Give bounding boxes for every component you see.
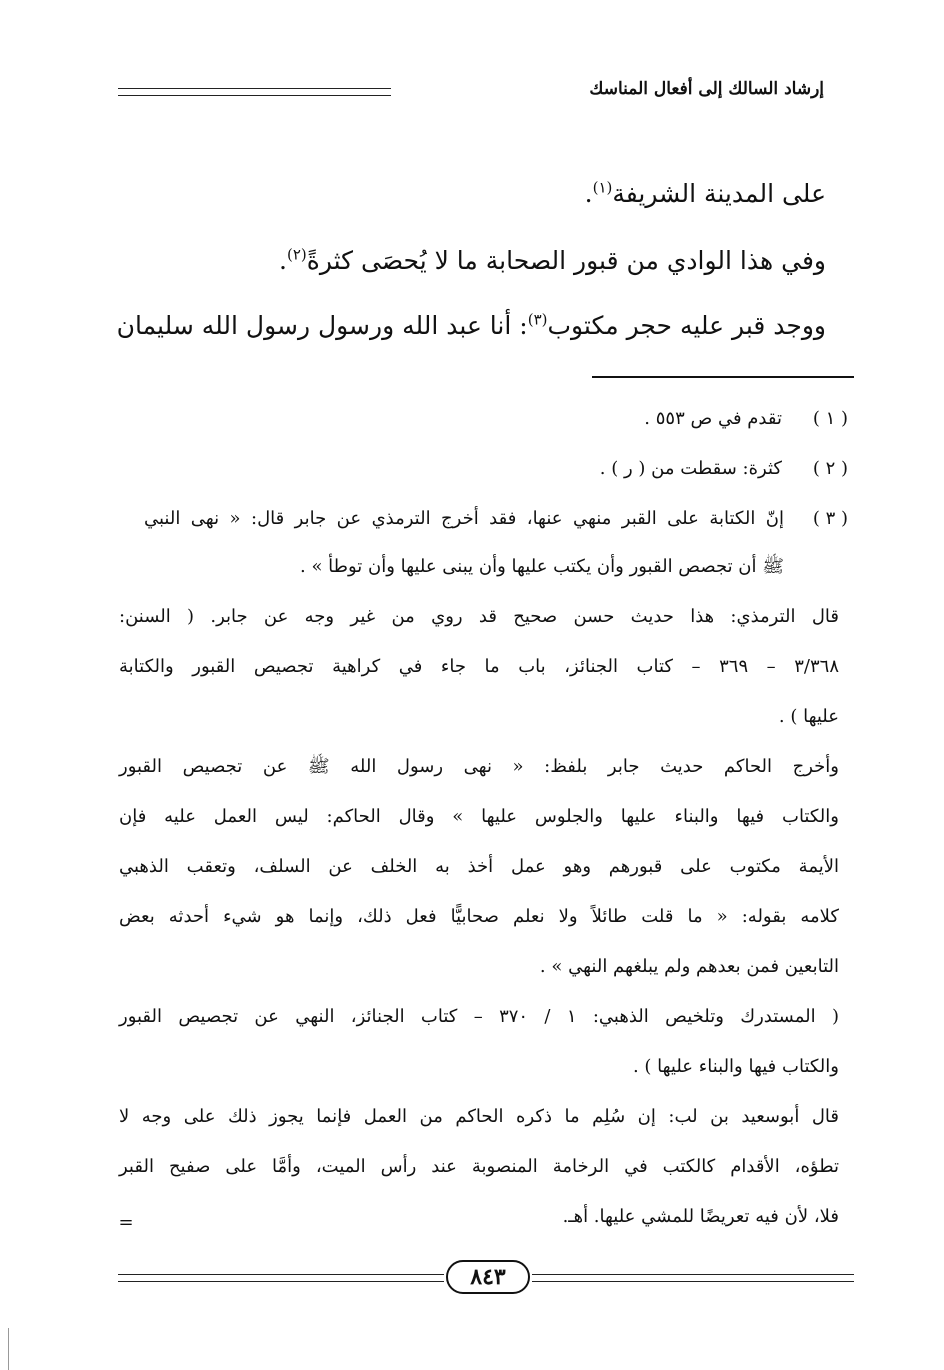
scan-margin-line [8, 1328, 9, 1370]
footnote-separator [592, 376, 854, 378]
main-text-segment: . [279, 246, 287, 275]
footnote-marker-1: ( ١ ) [812, 408, 848, 429]
footnote-3-line: عليها ) . [778, 706, 839, 727]
footnote-3-line: إنّ الكتابة على القبر منهي عنها، فقد أخرج الترمذي عن جابر قال: « نهى النبي [144, 508, 784, 529]
footnote-ref-2[interactable]: (٢) [286, 245, 307, 264]
main-text-segment: وفي هذا الوادي من قبور الصحابة ما لا يُحصَى كثرةً [306, 246, 826, 275]
main-text-segment: : أنا عبد الله ورسول رسول الله سليمان [116, 311, 528, 340]
page-number: ٨٤٣ [446, 1260, 530, 1294]
main-text-line-1 [116, 176, 826, 212]
main-text-line-3 [116, 308, 826, 344]
footnote-3-line: ( المستدرك وتلخيص الذهبي: ١ / ٣٧٠ – كتاب الجنائز، النهي عن تجصيص القبور [119, 1006, 839, 1027]
footnote-3-line: تطؤه، الأقدام كالكتب في الرخامة المنصوبة عند رأس الميت، وأمَّا على صفيح القبر [119, 1156, 839, 1177]
main-text-segment: . [584, 179, 593, 208]
footnote-3-line: ٣/٣٦٨ – ٣٦٩ – كتاب الجنائز، باب ما جاء في كراهية تجصيص القبور والكتابة [119, 656, 839, 677]
footnote-ref-1[interactable]: (١) [592, 178, 613, 197]
continuation-mark: = [118, 1212, 134, 1233]
footer-rule-left [118, 1274, 444, 1282]
footnote-3-line: فلا، لأن فيه تعريضًا للمشي عليها. أهـ. [562, 1206, 839, 1227]
main-text-segment: على المدينة الشريفة [612, 179, 826, 208]
footnote-marker-3: ( ٣ ) [812, 508, 848, 529]
footnote-marker-2: ( ٢ ) [812, 458, 848, 479]
main-text-segment: ووجد قبر عليه حجر مكتوب [547, 311, 826, 340]
footnote-3-line: التابعين فمن بعدهم ولم يبلغهم النهي » . [539, 956, 839, 977]
footnote-2-text: كثرة: سقطت من ( ر ) . [599, 458, 782, 479]
running-header-title: إرشاد السالك إلى أفعال المناسك [589, 79, 824, 99]
footnote-1-text: تقدم في ص ٥٥٣ . [644, 408, 782, 429]
footer-rule-right [532, 1274, 854, 1282]
footnote-3-line: قال الترمذي: هذا حديث حسن صحيح قد روي من غير وجه عن جابر. ( السنن: [119, 606, 839, 627]
footnote-ref-3[interactable]: (٣) [527, 310, 548, 329]
footnote-3-line: الأيمة مكتوب على قبورهم وهو عمل أخذ به الخلف عن السلف، وتعقب الذهبي [119, 856, 839, 877]
main-text-line-2 [116, 243, 826, 279]
footnote-3-line: ﷺ أن تجصص القبور وأن يكتب عليها وأن يبنى عليها وأن توطأ » . [300, 556, 784, 577]
footnote-3-line: والكتاب فيها والبناء عليها ) . [632, 1056, 839, 1077]
footnote-3-line: كلامه بقوله: « ما قلت طائلاً ولا نعلم صحابيًّا فعل ذلك، وإنما هو شيء أحدثه بعض [119, 906, 839, 927]
footnote-3-line: وأخرج الحاكم حديث جابر بلفظ: « نهى رسول الله ﷺ عن تجصيص القبور [119, 756, 839, 777]
header-rule [118, 88, 391, 96]
footnote-3-line: قال أبوسعيد بن لب: إن سُلِم ما ذكره الحاكم من العمل فإنما يجوز ذلك على وجه لا [119, 1106, 839, 1127]
footnote-3-line: والكتاب فيها والبناء عليها والجلوس عليها » وقال الحاكم: ليس العمل عليه فإن [119, 806, 839, 827]
